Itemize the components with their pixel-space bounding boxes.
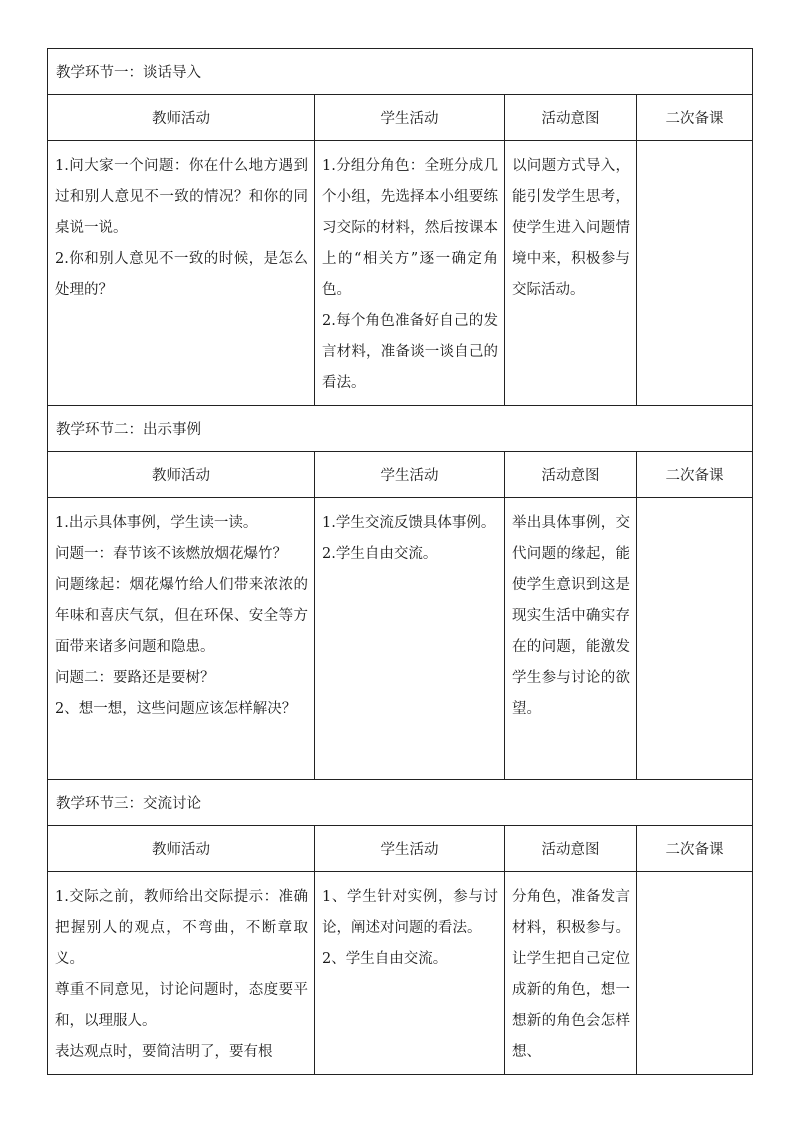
paragraph: 问题一：春节该不该燃放烟花爆竹？ [55,546,287,562]
header-activity-intent: 活动意图 [505,95,637,141]
paragraph: 1.学生交流反馈具体事例。 [322,515,496,531]
paragraph: 以问题方式导入，能引发学生思考，使学生进入问题情境中来，积极参与交际活动。 [512,158,630,298]
teacher-activity-cell [48,141,315,406]
activity-intent-cell [505,141,637,406]
section-title-row [48,49,753,95]
second-prep-cell [637,872,753,1075]
paragraph: 问题缘起：烟花爆竹给人们带来浓浓的年味和喜庆气氛，但在环保、安全等方面带来诸多问题和隐患。 [55,577,308,655]
header-teacher-activity: 教师活动 [48,826,315,872]
header-student-activity: 学生活动 [315,826,505,872]
activity-intent-cell [505,872,637,1075]
paragraph: 2.你和别人意见不一致的时候，是怎么处理的？ [55,251,308,298]
content-row [48,872,753,1075]
student-activity-cell [315,141,505,406]
header-second-prep: 二次备课 [637,826,753,872]
teacher-activity-cell [48,498,315,780]
paragraph: 举出具体事例，交代问题的缘起，能使学生意识到这是现实生活中确实存在的问题，能激发学生参与讨论的欲望。 [512,515,630,717]
header-student-activity: 学生活动 [315,95,505,141]
section-title: 教学环节二：出示事例 [48,406,753,452]
header-teacher-activity: 教师活动 [48,452,315,498]
header-activity-intent: 活动意图 [505,826,637,872]
student-activity-cell [315,498,505,780]
second-prep-cell [637,498,753,780]
section-title: 教学环节三：交流讨论 [48,780,753,826]
paragraph: 尊重不同意见，讨论问题时，态度要平和，以理服人。 [55,982,308,1029]
paragraph: 表达观点时，要简洁明了，要有根 [55,1044,273,1060]
lesson-plan-table [47,48,753,1075]
paragraph: 2、想一想，这些问题应该怎样解决？ [55,701,297,717]
paragraph: 1.问大家一个问题：你在什么地方遇到过和别人意见不一致的情况？和你的同桌说一说。 [55,158,308,236]
teacher-activity-cell [48,872,315,1075]
header-second-prep: 二次备课 [637,95,753,141]
header-teacher-activity: 教师活动 [48,95,315,141]
header-second-prep: 二次备课 [637,452,753,498]
paragraph: 分角色，准备发言材料，积极参与。让学生把自己定位成新的角色，想一想新的角色会怎样想、 [512,889,630,1060]
paragraph: 1.分组分角色：全班分成几个小组，先选择本小组要练习交际的材料，然后按课本上的“相关方”逐一确定角色。 [322,158,498,298]
section-title: 教学环节一：谈话导入 [48,49,753,95]
header-row [48,95,753,141]
paragraph: 2.每个角色准备好自己的发言材料，准备谈一谈自己的看法。 [322,313,498,391]
second-prep-cell [637,141,753,406]
paragraph: 1.出示具体事例，学生读一读。 [55,515,258,531]
student-activity-cell [315,872,505,1075]
paragraph: 1.交际之前，教师给出交际提示：准确把握别人的观点，不弯曲，不断章取义。 [55,889,308,967]
header-row [48,452,753,498]
paragraph: 2.学生自由交流。 [322,546,438,562]
content-row [48,141,753,406]
paragraph: 问题二：要路还是要树？ [55,670,215,686]
header-student-activity: 学生活动 [315,452,505,498]
section-title-row [48,406,753,452]
section-title-row [48,780,753,826]
paragraph: 2、学生自由交流。 [322,951,448,967]
content-row [48,498,753,780]
paragraph: 1、学生针对实例，参与讨论，阐述对问题的看法。 [322,889,498,936]
header-activity-intent: 活动意图 [505,452,637,498]
activity-intent-cell [505,498,637,780]
header-row [48,826,753,872]
